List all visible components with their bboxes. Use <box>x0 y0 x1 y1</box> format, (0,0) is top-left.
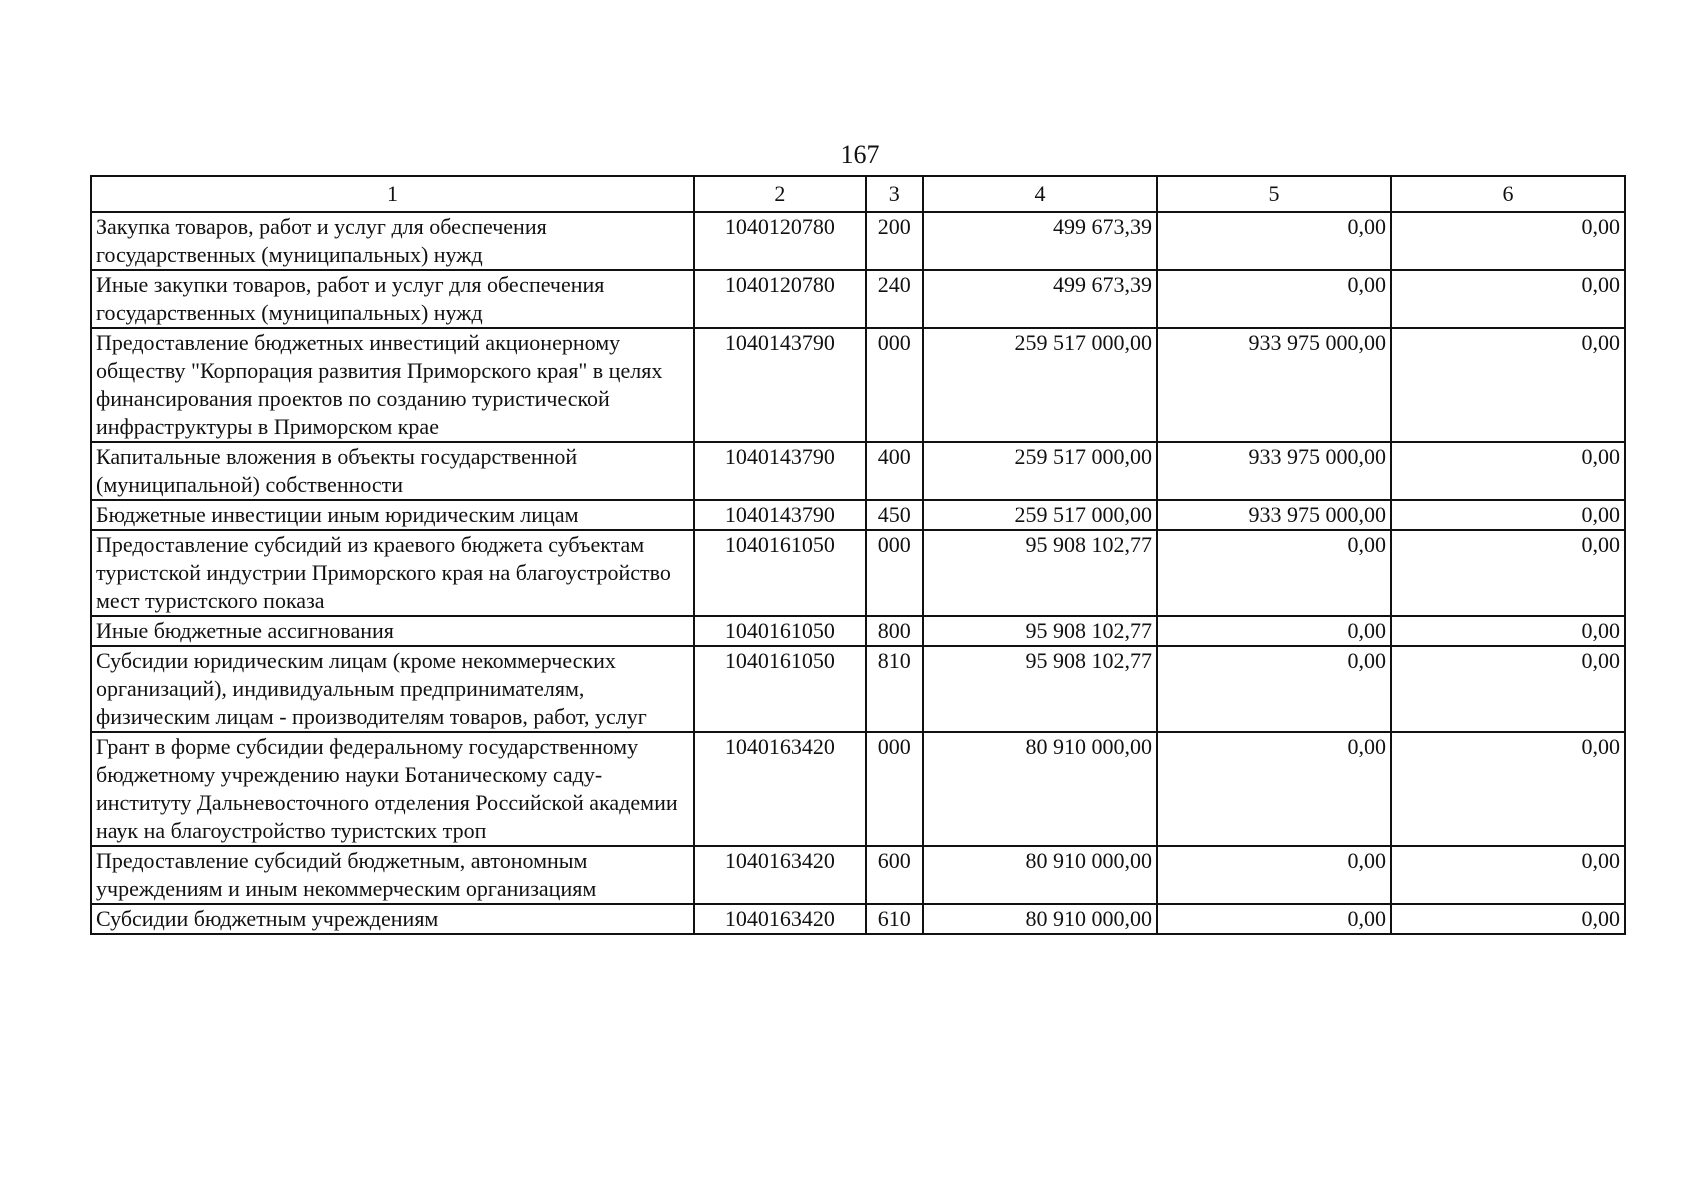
header-col-4: 4 <box>923 176 1157 212</box>
header-row <box>91 176 1625 212</box>
row-value-4: 95 908 102,77 <box>923 646 1157 732</box>
row-value-6: 0,00 <box>1391 646 1625 732</box>
row-value-5: 0,00 <box>1157 270 1391 328</box>
header-col-2: 2 <box>694 176 865 212</box>
table-row <box>91 846 1625 904</box>
row-value-5: 0,00 <box>1157 530 1391 616</box>
row-value-5: 933 975 000,00 <box>1157 328 1391 442</box>
header-col-6: 6 <box>1391 176 1625 212</box>
row-name: Бюджетные инвестиции иным юридическим лицам <box>91 500 694 530</box>
row-code: 1040120780 <box>694 270 865 328</box>
row-type: 400 <box>866 442 923 500</box>
row-type: 600 <box>866 846 923 904</box>
table-row <box>91 270 1625 328</box>
row-name: Иные закупки товаров, работ и услуг для обеспечения государственных (муниципальных) нужд <box>91 270 694 328</box>
row-code: 1040163420 <box>694 846 865 904</box>
header-col-5: 5 <box>1157 176 1391 212</box>
row-type: 200 <box>866 212 923 270</box>
row-value-6: 0,00 <box>1391 846 1625 904</box>
row-value-5: 0,00 <box>1157 732 1391 846</box>
row-type: 000 <box>866 732 923 846</box>
row-value-5: 0,00 <box>1157 212 1391 270</box>
row-value-4: 499 673,39 <box>923 270 1157 328</box>
row-value-4: 95 908 102,77 <box>923 616 1157 646</box>
row-value-6: 0,00 <box>1391 732 1625 846</box>
row-value-4: 259 517 000,00 <box>923 442 1157 500</box>
row-value-6: 0,00 <box>1391 616 1625 646</box>
header-col-1: 1 <box>91 176 694 212</box>
row-type: 450 <box>866 500 923 530</box>
table-row <box>91 500 1625 530</box>
row-value-5: 0,00 <box>1157 646 1391 732</box>
table-row <box>91 904 1625 934</box>
row-code: 1040161050 <box>694 646 865 732</box>
row-code: 1040120780 <box>694 212 865 270</box>
table-row <box>91 212 1625 270</box>
row-code: 1040163420 <box>694 904 865 934</box>
table-row <box>91 732 1625 846</box>
row-value-6: 0,00 <box>1391 442 1625 500</box>
row-value-6: 0,00 <box>1391 904 1625 934</box>
row-code: 1040161050 <box>694 530 865 616</box>
row-type: 610 <box>866 904 923 934</box>
row-name: Закупка товаров, работ и услуг для обеспечения государственных (муниципальных) нужд <box>91 212 694 270</box>
row-value-4: 499 673,39 <box>923 212 1157 270</box>
row-type: 810 <box>866 646 923 732</box>
budget-table <box>90 175 1626 935</box>
row-name: Субсидии юридическим лицам (кроме некоммерческих организаций), индивидуальным предпринимателям, физическим лицам - производителям товаров, работ, услуг <box>91 646 694 732</box>
row-value-5: 0,00 <box>1157 616 1391 646</box>
table-row <box>91 328 1625 442</box>
row-type: 000 <box>866 328 923 442</box>
row-name: Предоставление субсидий из краевого бюджета субъектам туристской индустрии Приморского края на благоустройство мест туристского показа <box>91 530 694 616</box>
table-row <box>91 442 1625 500</box>
row-value-5: 0,00 <box>1157 904 1391 934</box>
row-code: 1040161050 <box>694 616 865 646</box>
row-code: 1040143790 <box>694 442 865 500</box>
row-value-6: 0,00 <box>1391 500 1625 530</box>
page-number: 167 <box>840 140 880 169</box>
row-value-6: 0,00 <box>1391 270 1625 328</box>
row-type: 000 <box>866 530 923 616</box>
table-row <box>91 530 1625 616</box>
row-value-4: 259 517 000,00 <box>923 500 1157 530</box>
row-code: 1040163420 <box>694 732 865 846</box>
row-name: Капитальные вложения в объекты государственной (муниципальной) собственности <box>91 442 694 500</box>
row-value-6: 0,00 <box>1391 328 1625 442</box>
row-value-6: 0,00 <box>1391 530 1625 616</box>
header-col-3: 3 <box>866 176 923 212</box>
row-name: Грант в форме субсидии федеральному государственному бюджетному учреждению науки Ботаническому саду-институту Дальневосточного отделения Российской академии наук на благоустройство туристских троп <box>91 732 694 846</box>
row-code: 1040143790 <box>694 328 865 442</box>
row-code: 1040143790 <box>694 500 865 530</box>
row-value-6: 0,00 <box>1391 212 1625 270</box>
row-type: 800 <box>866 616 923 646</box>
row-value-4: 80 910 000,00 <box>923 904 1157 934</box>
row-name: Предоставление субсидий бюджетным, автономным учреждениям и иным некоммерческим организациям <box>91 846 694 904</box>
row-value-4: 80 910 000,00 <box>923 732 1157 846</box>
row-value-4: 80 910 000,00 <box>923 846 1157 904</box>
row-value-4: 95 908 102,77 <box>923 530 1157 616</box>
row-value-4: 259 517 000,00 <box>923 328 1157 442</box>
table-row <box>91 616 1625 646</box>
row-name: Предоставление бюджетных инвестиций акционерному обществу "Корпорация развития Приморского края" в целях финансирования проектов по созданию туристической инфраструктуры в Приморском крае <box>91 328 694 442</box>
row-name: Субсидии бюджетным учреждениям <box>91 904 694 934</box>
row-value-5: 0,00 <box>1157 846 1391 904</box>
row-name: Иные бюджетные ассигнования <box>91 616 694 646</box>
table-row <box>91 646 1625 732</box>
row-value-5: 933 975 000,00 <box>1157 442 1391 500</box>
row-value-5: 933 975 000,00 <box>1157 500 1391 530</box>
row-type: 240 <box>866 270 923 328</box>
